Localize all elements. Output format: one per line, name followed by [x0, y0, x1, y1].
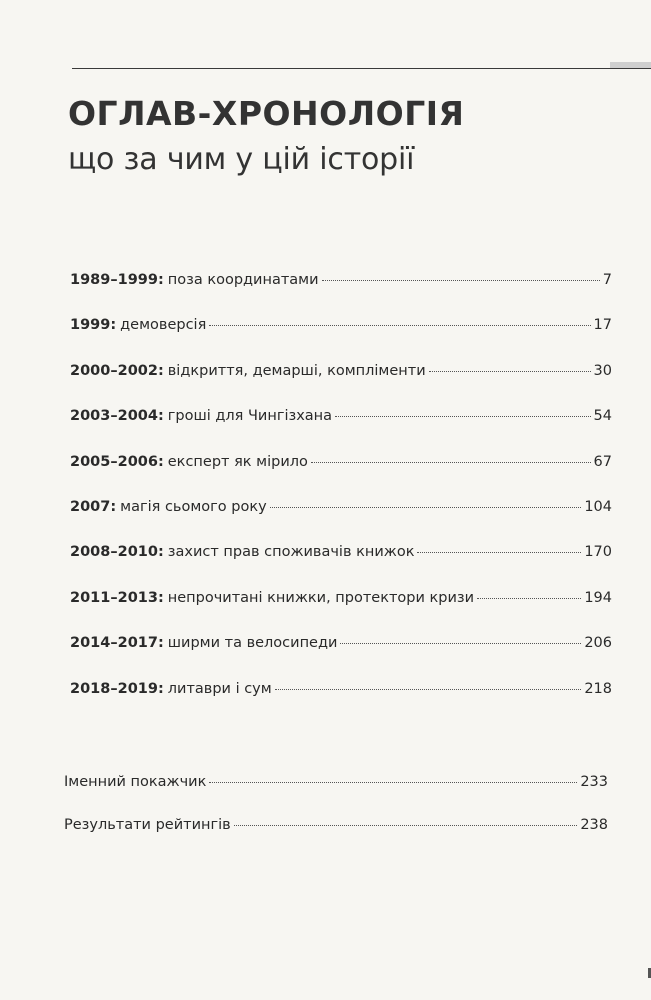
toc-entry-label: експерт як мірило: [167, 453, 308, 470]
toc-entry-label: гроші для Чингізхана: [167, 408, 333, 425]
toc-entry-years: 2008–2010:: [70, 544, 164, 561]
toc-entry-label: захист прав споживачів книжок: [167, 544, 415, 561]
dot-leader: [340, 643, 581, 644]
appendix-toc: [64, 774, 608, 860]
dot-leader: [209, 782, 577, 783]
toc-entry-page: 104: [584, 498, 612, 515]
toc-entry-years: 2011–2013:: [70, 589, 164, 606]
toc-entry-label: демоверсія: [120, 317, 207, 334]
toc-entry-years: 2000–2002:: [70, 362, 164, 379]
toc-entry: [70, 408, 612, 453]
dot-leader: [335, 416, 591, 417]
toc-entry: [70, 590, 612, 635]
toc-entry-page: 17: [593, 317, 612, 334]
page-title: ОГЛАВ-ХРОНОЛОГІЯ: [68, 94, 465, 133]
toc-entry-label: поза координатами: [167, 272, 319, 288]
toc-entry-years: 2018–2019:: [70, 680, 164, 697]
toc-entry: [70, 681, 612, 726]
dot-leader: [417, 552, 581, 553]
appendix-entry-page: 238: [580, 817, 608, 833]
toc-entry: [70, 635, 612, 680]
toc-entry-page: 67: [593, 453, 612, 470]
toc-entry-label: магія сьомого року: [120, 498, 267, 515]
chronology-toc: [70, 272, 612, 726]
dot-leader: [234, 825, 578, 826]
top-rule-divider: [72, 68, 651, 69]
toc-entry-page: 54: [593, 408, 612, 425]
toc-entry-page: 194: [584, 589, 612, 606]
dot-leader: [209, 325, 590, 326]
appendix-entry-ratings: [64, 817, 608, 860]
toc-entry-years: 2014–2017:: [70, 635, 164, 652]
toc-entry-years: 1999:: [70, 317, 117, 334]
toc-entry-page: 30: [593, 362, 612, 379]
toc-entry-label: відкриття, демарші, компліменти: [167, 362, 426, 379]
toc-entry-label: ширми та велосипеди: [167, 635, 338, 652]
appendix-entry-label: Іменний покажчик: [64, 774, 207, 790]
dot-leader: [429, 371, 591, 372]
appendix-entry-name-index: [64, 774, 608, 817]
toc-entry-years: 2003–2004:: [70, 408, 164, 425]
dot-leader: [270, 507, 582, 508]
page-subtitle: що за чим у цій історії: [68, 142, 415, 177]
toc-entry-years: 1989–1999:: [70, 272, 164, 288]
toc-entry: [70, 317, 612, 362]
toc-entry-page: 7: [602, 272, 612, 288]
toc-entry-years: 2007:: [70, 498, 117, 515]
toc-entry-page: 218: [584, 680, 612, 697]
toc-entry: [70, 499, 612, 544]
toc-entry-label: непрочитані книжки, протектори кризи: [167, 589, 475, 606]
toc-entry: [70, 454, 612, 499]
appendix-entry-page: 233: [580, 774, 608, 790]
toc-entry-page: 206: [584, 635, 612, 652]
dot-leader: [322, 280, 600, 281]
toc-entry-label: литаври і сум: [167, 680, 272, 697]
dot-leader: [477, 598, 581, 599]
dot-leader: [275, 689, 582, 690]
dot-leader: [311, 462, 591, 463]
toc-entry: [70, 544, 612, 589]
toc-entry-years: 2005–2006:: [70, 453, 164, 470]
toc-entry: [70, 363, 612, 408]
toc-entry-page: 170: [584, 544, 612, 561]
appendix-entry-label: Результати рейтингів: [64, 817, 231, 833]
page-corner-mark: [640, 968, 651, 978]
toc-entry: [70, 272, 612, 317]
